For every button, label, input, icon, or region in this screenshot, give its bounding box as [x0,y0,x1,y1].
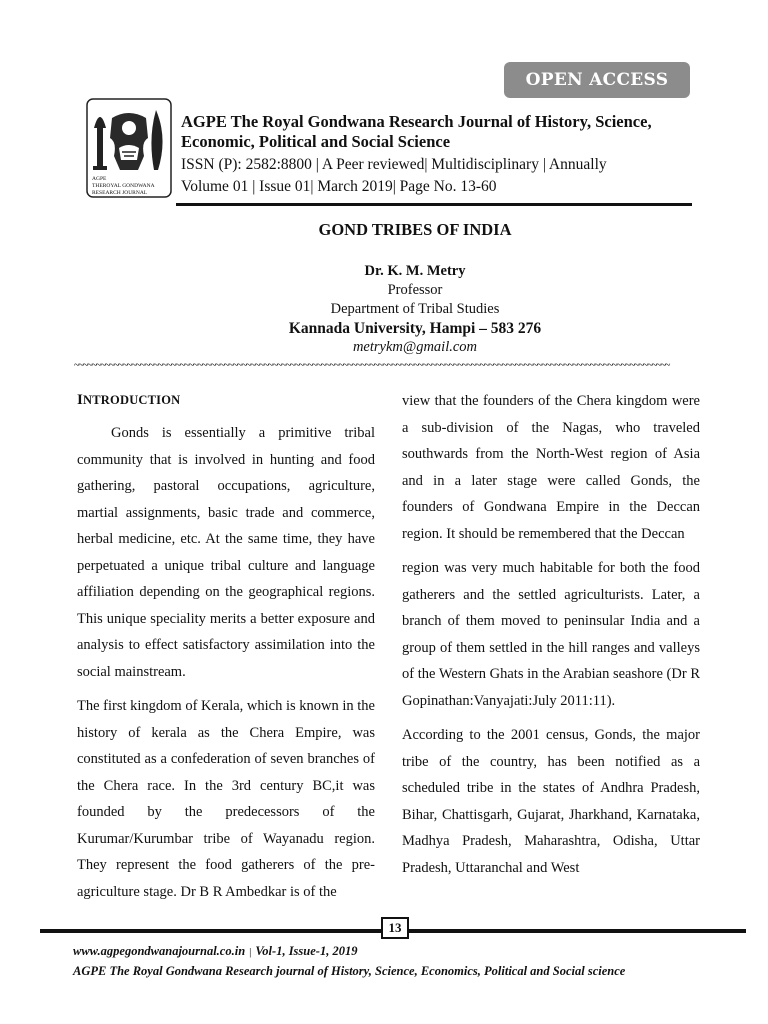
paragraph: According to the 2001 census, Gonds, the major tribe of the country, has been notified as a scheduled tribe in the states of Andhra Pradesh, Bihar, Chattisgarh, Gujarat, Jharkhand, Karnataka, Madhya Pradesh, Maharashtra, Odisha, Uttar Pradesh, Uttaranchal and West [402,727,700,876]
author-email: metrykm@gmail.com [352,339,478,355]
paragraph: Gonds is essentially a primitive tribal community that is involved in hunting and food gathering, pastoral occupations, agriculture, martial assignments, basic trade and commerce, herbal medicine, etc. At the same time, they have perpetuated a unique tribal culture and language affiliation depending on the geographical regions. This unique speciality merits a better exposure and analysis to effect satisfactory assimilation into the social mainstream. [77,425,375,680]
left-column [77,388,375,913]
footer-separator: | [249,946,252,958]
svg-text:RESEARCH JOURNAL: RESEARCH JOURNAL [92,190,148,196]
journal-title [181,112,701,152]
page-number: 13 [381,917,409,939]
journal-logo [86,98,172,198]
paragraph: region was very much habitable for both the food gatherers and the settled agriculturists. Later, a branch of them moved to peninsular India and a group of them settled in the hill ranges and valleys of the Western Ghats in the Arabian seashore (Dr R Gopinathan:Vanyajati:July 2011:11). [402,560,700,709]
right-column [402,388,700,889]
author-department: Department of Tribal Studies [330,301,500,317]
journal-volume-line: Volume 01 | Issue 01| March 2019| Page No. 13-60 [181,178,497,195]
header-rule [176,203,692,206]
author-position: Professor [387,282,443,298]
section-divider: ~~~~~~~~~~~~~~~~~~~~~~~~~~~~~~~~~~~~~~~~~~~~~~~~~~~~~~~~~~~~~~~~~~~~~~~~~~~~~~~~~~~~~~~~~~~~~~~~~~~~~~~~~~~~~~~~~~~~~~~~~~~~~~~~~~~~~~~ [74,361,670,371]
author-university: Kannada University, Hampi – 583 276 [288,320,542,337]
paragraph: view that the founders of the Chera kingdom were a sub-division of the Nagas, who traveled southwards from the North-West region of Asia and in a later stage were called Gonds, the founders of Gondwana Empire in the Deccan region. It should be remembered that the Deccan [402,393,700,542]
footer-website-line [73,944,357,959]
open-access-badge: OPEN ACCESS [504,62,690,98]
footer-website-link[interactable]: www.agpegondwanajournal.co.in [73,944,246,958]
svg-text:AGPE: AGPE [92,176,107,182]
section-heading: INTRODUCTION [77,392,181,408]
author-name: Dr. K. M. Metry [364,263,466,279]
journal-meta [181,154,701,198]
paragraph: The first kingdom of Kerala, which is known in the history of kerala as the Chera Empire, was constituted as a confederation of seven branches of the Chera race. In the 3rd century BC,it was founded by the predecessors of the Kurumar/Kurumbar tribe of Wayanadu region. They represent the food gatherers of the pre-agriculture stage. Dr B R Ambedkar is of the [77,698,375,900]
footer-volume: Vol-1, Issue-1, 2019 [255,944,358,958]
svg-text:THEROYAL GONDWANA: THEROYAL GONDWANA [92,183,155,189]
journal-issn-line: ISSN (P): 2582:8800 | A Peer reviewed| Multidisciplinary | Annually [181,156,607,173]
journal-title-line2: Economic, Political and Social Science [181,132,451,151]
article-title: GOND TRIBES OF INDIA [318,220,512,239]
author-block [0,262,768,357]
journal-title-line1: AGPE The Royal Gondwana Research Journal of History, Science, [181,112,652,131]
journal-emblem-icon [86,98,172,198]
footer-journal-name: AGPE The Royal Gondwana Research journal of History, Science, Economics, Political and Social science [73,964,626,978]
